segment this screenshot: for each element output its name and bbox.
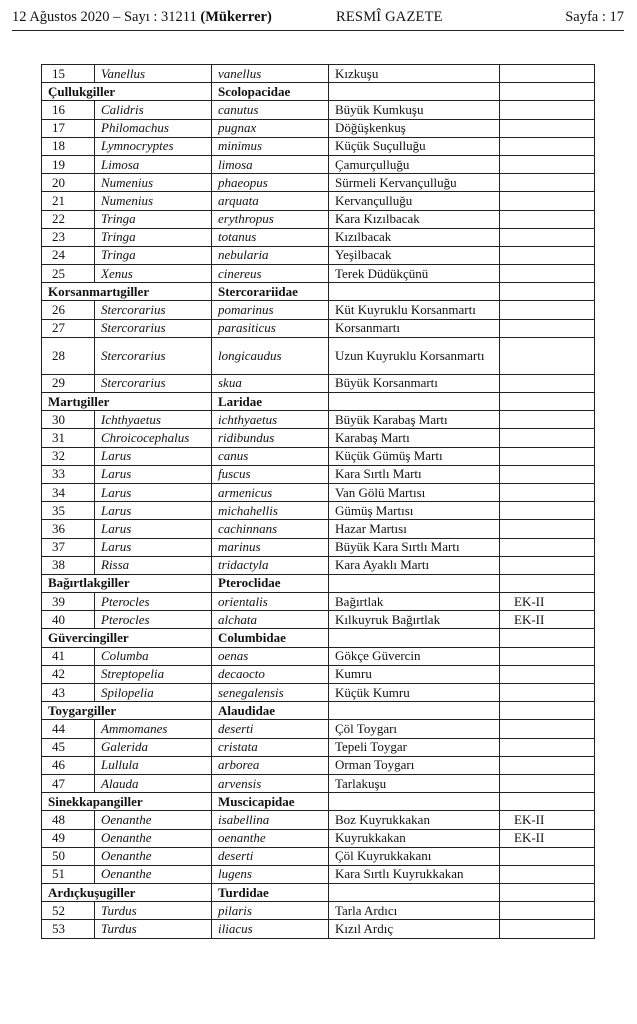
row-number: 51	[42, 865, 95, 883]
annex-cell	[500, 465, 595, 483]
species-name: pilaris	[212, 902, 329, 920]
row-number: 50	[42, 847, 95, 865]
annex-cell	[500, 174, 595, 192]
species-row	[42, 228, 595, 246]
species-row	[42, 502, 595, 520]
species-row	[42, 593, 595, 611]
genus-name: Larus	[95, 502, 212, 520]
turkish-name: Kumru	[329, 665, 500, 683]
row-number: 38	[42, 556, 95, 574]
genus-name: Pterocles	[95, 611, 212, 629]
annex-cell	[500, 684, 595, 702]
species-name: armenicus	[212, 483, 329, 501]
annex-cell	[500, 483, 595, 501]
issue-date-number: 12 Ağustos 2020 – Sayı : 31211	[12, 9, 197, 25]
row-number: 37	[42, 538, 95, 556]
species-row	[42, 301, 595, 319]
family-name-latin: Scolopacidae	[212, 83, 329, 101]
species-row	[42, 902, 595, 920]
species-name: parasiticus	[212, 319, 329, 337]
turkish-name: Kara Sırtlı Martı	[329, 465, 500, 483]
issue-tag: (Mükerrer)	[200, 9, 272, 25]
species-row	[42, 429, 595, 447]
turkish-name: Gümüş Martısı	[329, 502, 500, 520]
genus-name: Oenanthe	[95, 847, 212, 865]
turkish-name: Hazar Martısı	[329, 520, 500, 538]
species-row	[42, 337, 595, 374]
empty-cell	[500, 83, 595, 101]
genus-name: Turdus	[95, 920, 212, 938]
species-row	[42, 920, 595, 938]
family-header-row	[42, 884, 595, 902]
family-name-latin: Laridae	[212, 393, 329, 411]
genus-name: Larus	[95, 465, 212, 483]
annex-cell	[500, 301, 595, 319]
family-header-row	[42, 629, 595, 647]
genus-name: Oenanthe	[95, 829, 212, 847]
turkish-name: Döğüşkenkuş	[329, 119, 500, 137]
family-header-row	[42, 702, 595, 720]
family-header-row	[42, 83, 595, 101]
species-row	[42, 665, 595, 683]
family-name-latin: Pteroclidae	[212, 574, 329, 592]
annex-cell	[500, 119, 595, 137]
annex-cell	[500, 228, 595, 246]
annex-cell	[500, 246, 595, 264]
species-name: pomarinus	[212, 301, 329, 319]
row-number: 48	[42, 811, 95, 829]
turkish-name: Sürmeli Kervançulluğu	[329, 174, 500, 192]
turkish-name: Tarlakuşu	[329, 774, 500, 792]
family-name-turkish: Güvercingiller	[42, 629, 212, 647]
row-number: 53	[42, 920, 95, 938]
species-name: orientalis	[212, 593, 329, 611]
species-name: minimus	[212, 137, 329, 155]
species-row	[42, 611, 595, 629]
genus-name: Xenus	[95, 265, 212, 283]
species-row	[42, 101, 595, 119]
genus-name: Larus	[95, 538, 212, 556]
species-name: ridibundus	[212, 429, 329, 447]
turkish-name: Küçük Gümüş Martı	[329, 447, 500, 465]
genus-name: Streptopelia	[95, 665, 212, 683]
row-number: 23	[42, 228, 95, 246]
species-name: arvensis	[212, 774, 329, 792]
empty-cell	[329, 793, 500, 811]
species-name: longicaudus	[212, 337, 329, 374]
row-number: 24	[42, 246, 95, 264]
annex-cell	[500, 902, 595, 920]
empty-cell	[329, 629, 500, 647]
family-name-latin: Alaudidae	[212, 702, 329, 720]
annex-cell	[500, 411, 595, 429]
genus-name: Oenanthe	[95, 865, 212, 883]
family-name-latin: Stercorariidae	[212, 283, 329, 301]
species-row	[42, 520, 595, 538]
empty-cell	[329, 702, 500, 720]
turkish-name: Büyük Kumkuşu	[329, 101, 500, 119]
family-name-latin: Turdidae	[212, 884, 329, 902]
genus-name: Lymnocryptes	[95, 137, 212, 155]
issue-info	[12, 6, 272, 28]
genus-name: Stercorarius	[95, 374, 212, 392]
species-name: deserti	[212, 847, 329, 865]
row-number: 22	[42, 210, 95, 228]
species-name: oenas	[212, 647, 329, 665]
empty-cell	[329, 393, 500, 411]
row-number: 49	[42, 829, 95, 847]
turkish-name: Kızıl Ardıç	[329, 920, 500, 938]
turkish-name: Tarla Ardıcı	[329, 902, 500, 920]
annex-cell	[500, 647, 595, 665]
turkish-name: Kervançulluğu	[329, 192, 500, 210]
turkish-name: Kara Ayaklı Martı	[329, 556, 500, 574]
species-row	[42, 319, 595, 337]
row-number: 16	[42, 101, 95, 119]
species-name: limosa	[212, 155, 329, 173]
species-row	[42, 137, 595, 155]
annex-cell	[500, 865, 595, 883]
row-number: 27	[42, 319, 95, 337]
empty-cell	[329, 884, 500, 902]
family-header-row	[42, 283, 595, 301]
species-row	[42, 684, 595, 702]
family-header-row	[42, 574, 595, 592]
species-table-body	[42, 65, 595, 939]
row-number: 39	[42, 593, 95, 611]
turkish-name: Küt Kuyruklu Korsanmartı	[329, 301, 500, 319]
genus-name: Ichthyaetus	[95, 411, 212, 429]
species-name: skua	[212, 374, 329, 392]
family-name-latin: Muscicapidae	[212, 793, 329, 811]
turkish-name: Büyük Karabaş Martı	[329, 411, 500, 429]
family-name-latin: Columbidae	[212, 629, 329, 647]
genus-name: Oenanthe	[95, 811, 212, 829]
row-number: 43	[42, 684, 95, 702]
turkish-name: Kızkuşu	[329, 65, 500, 83]
turkish-name: Kara Sırtlı Kuyrukkakan	[329, 865, 500, 883]
row-number: 33	[42, 465, 95, 483]
turkish-name: Gökçe Güvercin	[329, 647, 500, 665]
species-row	[42, 556, 595, 574]
empty-cell	[500, 629, 595, 647]
turkish-name: Küçük Kumru	[329, 684, 500, 702]
family-name-turkish: Toygargiller	[42, 702, 212, 720]
species-row	[42, 647, 595, 665]
species-name: canutus	[212, 101, 329, 119]
genus-name: Calidris	[95, 101, 212, 119]
annex-cell	[500, 265, 595, 283]
empty-cell	[500, 884, 595, 902]
species-name: vanellus	[212, 65, 329, 83]
genus-name: Turdus	[95, 902, 212, 920]
species-name: canus	[212, 447, 329, 465]
species-name: marinus	[212, 538, 329, 556]
annex-cell	[500, 210, 595, 228]
species-row	[42, 483, 595, 501]
annex-cell	[500, 720, 595, 738]
annex-cell	[500, 101, 595, 119]
row-number: 25	[42, 265, 95, 283]
row-number: 26	[42, 301, 95, 319]
turkish-name: Bağırtlak	[329, 593, 500, 611]
row-number: 40	[42, 611, 95, 629]
row-number: 28	[42, 337, 95, 374]
genus-name: Tringa	[95, 228, 212, 246]
annex-cell	[500, 665, 595, 683]
publication-title: RESMÎ GAZETE	[336, 9, 443, 25]
turkish-name: Uzun Kuyruklu Korsanmartı	[329, 337, 500, 374]
turkish-name: Tepeli Toygar	[329, 738, 500, 756]
genus-name: Chroicocephalus	[95, 429, 212, 447]
family-name-turkish: Ardıçkuşugiller	[42, 884, 212, 902]
annex-cell	[500, 319, 595, 337]
genus-name: Galerida	[95, 738, 212, 756]
row-number: 42	[42, 665, 95, 683]
species-row	[42, 847, 595, 865]
row-number: 34	[42, 483, 95, 501]
annex-cell	[500, 738, 595, 756]
genus-name: Rissa	[95, 556, 212, 574]
species-row	[42, 155, 595, 173]
turkish-name: Boz Kuyrukkakan	[329, 811, 500, 829]
annex-cell	[500, 847, 595, 865]
species-row	[42, 774, 595, 792]
genus-name: Columba	[95, 647, 212, 665]
row-number: 30	[42, 411, 95, 429]
empty-cell	[500, 283, 595, 301]
species-row	[42, 265, 595, 283]
genus-name: Larus	[95, 520, 212, 538]
genus-name: Lullula	[95, 756, 212, 774]
turkish-name: Terek Düdükçünü	[329, 265, 500, 283]
row-number: 15	[42, 65, 95, 83]
annex-cell	[500, 192, 595, 210]
genus-name: Numenius	[95, 174, 212, 192]
species-name: pugnax	[212, 119, 329, 137]
species-name: lugens	[212, 865, 329, 883]
turkish-name: Çamurçulluğu	[329, 155, 500, 173]
annex-cell	[500, 337, 595, 374]
genus-name: Larus	[95, 447, 212, 465]
genus-name: Ammomanes	[95, 720, 212, 738]
species-row	[42, 411, 595, 429]
species-row	[42, 865, 595, 883]
species-row	[42, 720, 595, 738]
species-name: arborea	[212, 756, 329, 774]
empty-cell	[329, 83, 500, 101]
row-number: 17	[42, 119, 95, 137]
row-number: 45	[42, 738, 95, 756]
species-row	[42, 374, 595, 392]
annex-cell	[500, 374, 595, 392]
species-table	[41, 64, 595, 939]
species-name: cachinnans	[212, 520, 329, 538]
species-name: cinereus	[212, 265, 329, 283]
species-row	[42, 65, 595, 83]
species-row	[42, 756, 595, 774]
turkish-name: Kara Kızılbacak	[329, 210, 500, 228]
species-row	[42, 174, 595, 192]
annex-cell	[500, 137, 595, 155]
row-number: 36	[42, 520, 95, 538]
species-row	[42, 829, 595, 847]
species-name: isabellina	[212, 811, 329, 829]
genus-name: Stercorarius	[95, 301, 212, 319]
row-number: 32	[42, 447, 95, 465]
species-row	[42, 811, 595, 829]
species-name: cristata	[212, 738, 329, 756]
turkish-name: Büyük Korsanmartı	[329, 374, 500, 392]
annex-cell	[500, 920, 595, 938]
row-number: 20	[42, 174, 95, 192]
row-number: 41	[42, 647, 95, 665]
genus-name: Philomachus	[95, 119, 212, 137]
turkish-name: Korsanmartı	[329, 319, 500, 337]
empty-cell	[500, 393, 595, 411]
family-name-turkish: Korsanmartıgiller	[42, 283, 212, 301]
genus-name: Larus	[95, 483, 212, 501]
species-name: michahellis	[212, 502, 329, 520]
annex-cell: EK-II	[500, 611, 595, 629]
species-name: erythropus	[212, 210, 329, 228]
header-rule	[12, 30, 624, 31]
empty-cell	[329, 574, 500, 592]
species-name: arquata	[212, 192, 329, 210]
row-number: 52	[42, 902, 95, 920]
annex-cell	[500, 538, 595, 556]
annex-cell	[500, 65, 595, 83]
species-name: phaeopus	[212, 174, 329, 192]
species-row	[42, 447, 595, 465]
turkish-name: Kuyrukkakan	[329, 829, 500, 847]
row-number: 35	[42, 502, 95, 520]
turkish-name: Orman Toygarı	[329, 756, 500, 774]
empty-cell	[500, 702, 595, 720]
empty-cell	[500, 793, 595, 811]
turkish-name: Kızılbacak	[329, 228, 500, 246]
species-name: fuscus	[212, 465, 329, 483]
genus-name: Pterocles	[95, 593, 212, 611]
annex-cell	[500, 429, 595, 447]
annex-cell: EK-II	[500, 829, 595, 847]
turkish-name: Küçük Suçulluğu	[329, 137, 500, 155]
genus-name: Vanellus	[95, 65, 212, 83]
species-name: ichthyaetus	[212, 411, 329, 429]
turkish-name: Büyük Kara Sırtlı Martı	[329, 538, 500, 556]
annex-cell: EK-II	[500, 593, 595, 611]
species-row	[42, 192, 595, 210]
genus-name: Limosa	[95, 155, 212, 173]
species-name: tridactyla	[212, 556, 329, 574]
row-number: 18	[42, 137, 95, 155]
turkish-name: Van Gölü Martısı	[329, 483, 500, 501]
family-name-turkish: Martıgiller	[42, 393, 212, 411]
species-row	[42, 465, 595, 483]
genus-name: Spilopelia	[95, 684, 212, 702]
annex-cell	[500, 556, 595, 574]
species-name: deserti	[212, 720, 329, 738]
species-name: decaocto	[212, 665, 329, 683]
annex-cell	[500, 520, 595, 538]
genus-name: Stercorarius	[95, 337, 212, 374]
annex-cell	[500, 502, 595, 520]
genus-name: Stercorarius	[95, 319, 212, 337]
family-name-turkish: Bağırtlakgiller	[42, 574, 212, 592]
family-name-turkish: Çullukgiller	[42, 83, 212, 101]
annex-cell	[500, 774, 595, 792]
species-row	[42, 738, 595, 756]
empty-cell	[500, 574, 595, 592]
turkish-name: Yeşilbacak	[329, 246, 500, 264]
row-number: 21	[42, 192, 95, 210]
species-name: nebularia	[212, 246, 329, 264]
species-row	[42, 119, 595, 137]
row-number: 47	[42, 774, 95, 792]
row-number: 44	[42, 720, 95, 738]
row-number: 19	[42, 155, 95, 173]
genus-name: Tringa	[95, 246, 212, 264]
annex-cell	[500, 155, 595, 173]
row-number: 31	[42, 429, 95, 447]
row-number: 29	[42, 374, 95, 392]
turkish-name: Karabaş Martı	[329, 429, 500, 447]
genus-name: Alauda	[95, 774, 212, 792]
empty-cell	[329, 283, 500, 301]
species-name: senegalensis	[212, 684, 329, 702]
page-header	[12, 6, 624, 28]
species-name: oenanthe	[212, 829, 329, 847]
species-row	[42, 210, 595, 228]
annex-cell	[500, 447, 595, 465]
annex-cell: EK-II	[500, 811, 595, 829]
species-row	[42, 246, 595, 264]
species-name: iliacus	[212, 920, 329, 938]
row-number: 46	[42, 756, 95, 774]
species-row	[42, 538, 595, 556]
annex-cell	[500, 756, 595, 774]
turkish-name: Çöl Kuyrukkakanı	[329, 847, 500, 865]
family-name-turkish: Sinekkapangiller	[42, 793, 212, 811]
genus-name: Numenius	[95, 192, 212, 210]
family-header-row	[42, 793, 595, 811]
species-name: alchata	[212, 611, 329, 629]
page-number: Sayfa : 17	[565, 9, 624, 25]
turkish-name: Çöl Toygarı	[329, 720, 500, 738]
genus-name: Tringa	[95, 210, 212, 228]
family-header-row	[42, 393, 595, 411]
species-name: totanus	[212, 228, 329, 246]
turkish-name: Kılkuyruk Bağırtlak	[329, 611, 500, 629]
